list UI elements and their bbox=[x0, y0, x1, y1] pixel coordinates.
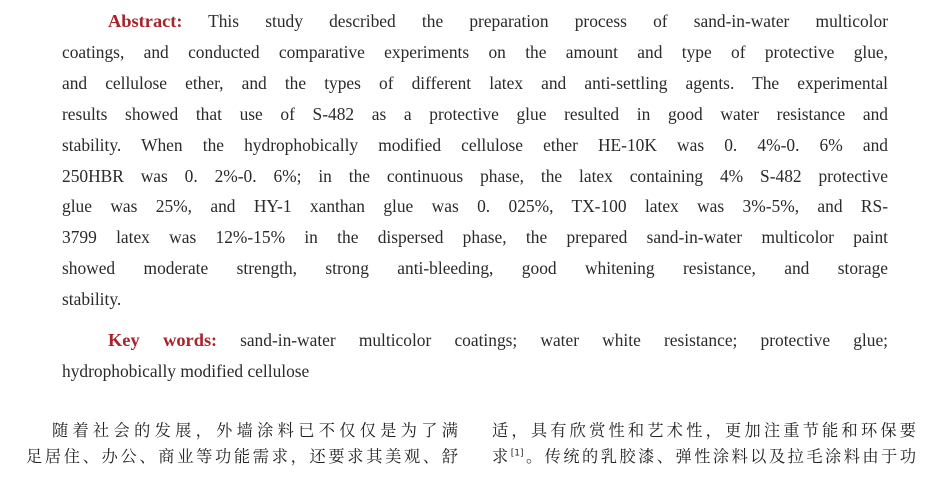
keywords-paragraph bbox=[62, 325, 888, 387]
body-left-line-2: 足居住、办公、商业等功能需求，还要求其美观、舒 bbox=[26, 447, 458, 466]
body-left-line-1: 随着社会的发展，外墙涂料已不仅仅是为了满 bbox=[52, 421, 458, 440]
keywords-line-2: hydrophobically modified cellulose bbox=[62, 360, 310, 381]
abstract-line-1 bbox=[62, 6, 888, 37]
keywords-label-colon: : bbox=[211, 330, 217, 350]
body-column-left bbox=[26, 418, 458, 470]
abstract-text-1: This study described the preparation process of sand-in-water multicolor bbox=[182, 11, 888, 31]
reference-mark[interactable]: [1] bbox=[510, 448, 524, 459]
abstract-line-3: and cellulose ether, and the types of different latex and anti-settling agents. The experimental bbox=[62, 72, 888, 93]
abstract-label: Abstract bbox=[108, 11, 177, 31]
body-right-line-2-end: 。传统的乳胶漆、弹性涂料以及拉毛涂料由于功 bbox=[523, 447, 917, 466]
body-right-line-2 bbox=[492, 444, 916, 470]
abstract-line-7: glue was 25%, and HY-1 xanthan glue was 0. 025%, TX-100 latex was 3%-5%, and RS- bbox=[62, 196, 888, 217]
abstract-line-4: results showed that use of S-482 as a protective glue resulted in good water resistance and bbox=[62, 103, 888, 124]
keywords-label: Key words bbox=[108, 330, 212, 350]
abstract-line-6: 250HBR was 0. 2%-0. 6%; in the continuous phase, the latex containing 4% S-482 protective bbox=[62, 165, 888, 186]
abstract-label-colon: : bbox=[176, 11, 183, 31]
abstract-paragraph bbox=[62, 6, 888, 315]
keywords-text-1: sand-in-water multicolor coatings; water white resistance; protective glue; bbox=[216, 330, 888, 350]
body-right-line-2-start: 求 bbox=[492, 447, 511, 466]
abstract-line-10: stability. bbox=[62, 289, 122, 310]
abstract-line-5: stability. When the hydrophobically modified cellulose ether HE-10K was 0. 4%-0. 6% and bbox=[62, 134, 888, 155]
body-column-right bbox=[492, 418, 916, 470]
abstract-line-2: coatings, and conducted comparative experiments on the amount and type of protective glue, bbox=[62, 41, 888, 62]
abstract-line-8: 3799 latex was 12%-15% in the dispersed phase, the prepared sand-in-water multicolor paint bbox=[62, 227, 888, 248]
keywords-line-1 bbox=[62, 325, 888, 356]
abstract-line-9: showed moderate strength, strong anti-bleeding, good whitening resistance, and storage bbox=[62, 258, 888, 279]
body-right-line-1: 适，具有欣赏性和艺术性，更加注重节能和环保要 bbox=[492, 421, 916, 440]
